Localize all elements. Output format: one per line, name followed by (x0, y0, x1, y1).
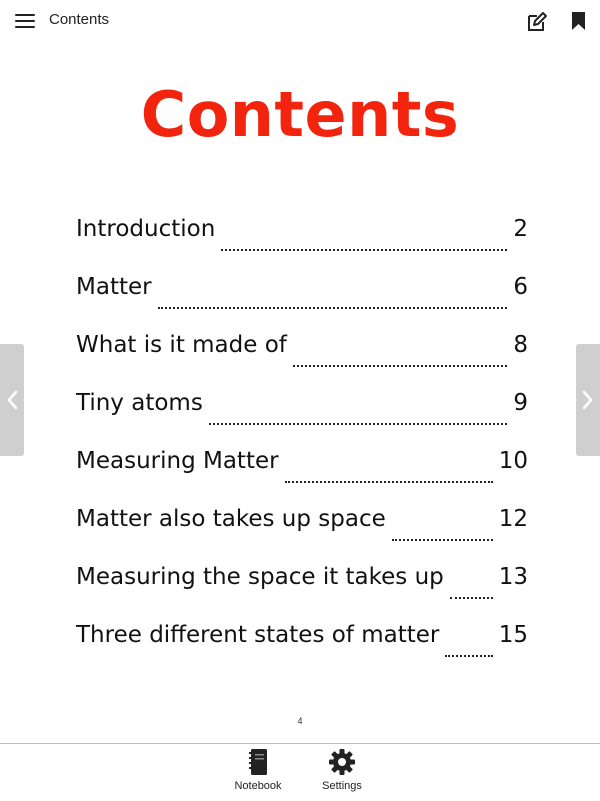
toc-item-page: 10 (498, 448, 528, 474)
toc-leader-dots (293, 365, 507, 367)
menu-icon[interactable] (15, 14, 35, 30)
notebook-label: Notebook (234, 780, 282, 792)
toc-item[interactable] (76, 332, 528, 390)
top-bar (0, 0, 600, 42)
chevron-right-icon (581, 388, 595, 412)
toc-leader-dots (450, 597, 493, 599)
toc-item-label: Introduction (76, 216, 216, 242)
toc-item[interactable] (76, 506, 528, 564)
toc-item-label: What is it made of (76, 332, 287, 358)
settings-button[interactable] (307, 748, 377, 792)
gear-icon (328, 748, 356, 776)
toc-item[interactable] (76, 216, 528, 274)
toc-leader-dots (445, 655, 492, 657)
table-of-contents (76, 216, 528, 680)
toc-item[interactable] (76, 274, 528, 332)
toc-item-page: 9 (513, 390, 528, 416)
toc-item[interactable] (76, 390, 528, 448)
toc-item-page: 13 (498, 564, 528, 590)
toc-item[interactable] (76, 448, 528, 506)
toc-item[interactable] (76, 622, 528, 680)
notebook-button[interactable] (223, 748, 293, 792)
toc-item[interactable] (76, 564, 528, 622)
page-number: 4 (297, 716, 303, 726)
next-page-button[interactable] (576, 344, 600, 456)
toc-item-label: Matter (76, 274, 152, 300)
settings-label: Settings (322, 780, 362, 792)
bookmark-icon[interactable] (572, 12, 585, 30)
toc-item-label: Measuring the space it takes up (76, 564, 444, 590)
toc-item-label: Measuring Matter (76, 448, 279, 474)
toc-leader-dots (221, 249, 507, 251)
toc-leader-dots (209, 423, 508, 425)
toc-leader-dots (285, 481, 493, 483)
notebook-icon (248, 748, 268, 776)
toc-item-label: Three different states of matter (76, 622, 440, 648)
edit-icon[interactable] (526, 11, 548, 33)
header-title: Contents (49, 11, 110, 28)
previous-page-button[interactable] (0, 344, 24, 456)
toc-item-label: Tiny atoms (76, 390, 203, 416)
toc-item-label: Matter also takes up space (76, 506, 386, 532)
toc-leader-dots (158, 307, 508, 309)
toc-item-page: 8 (513, 332, 528, 358)
bottom-toolbar (0, 743, 600, 801)
toc-item-page: 2 (513, 216, 528, 242)
toc-leader-dots (392, 539, 493, 541)
chevron-left-icon (5, 388, 19, 412)
page-title: Contents (140, 78, 460, 151)
toc-item-page: 15 (498, 622, 528, 648)
toc-item-page: 12 (498, 506, 528, 532)
toc-item-page: 6 (513, 274, 528, 300)
